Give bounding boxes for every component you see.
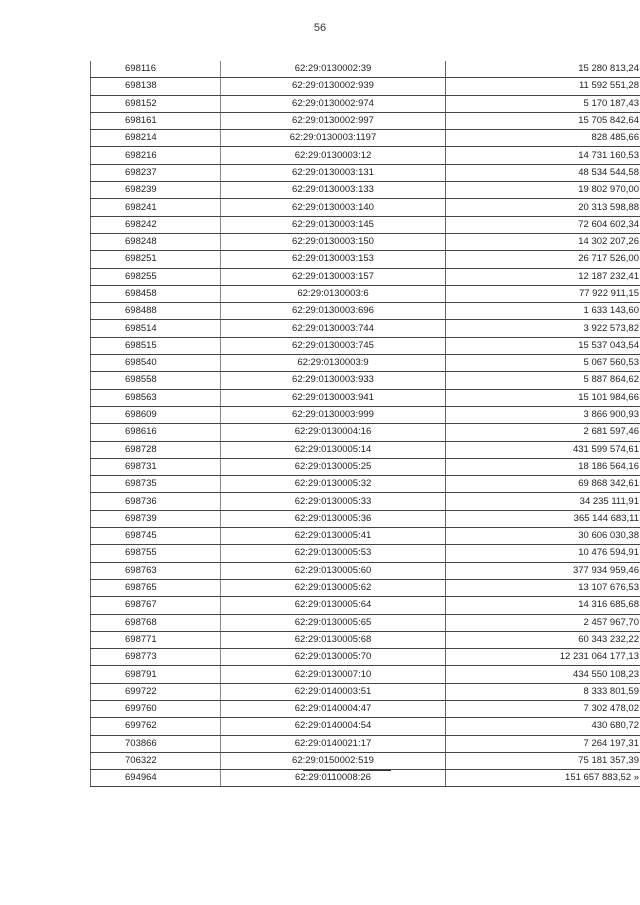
table-row	[91, 752, 640, 769]
object-id-cell: 698739	[91, 510, 221, 527]
table-row	[91, 597, 640, 614]
cadastral-value-cell: 2 457 967,70	[446, 614, 640, 631]
object-id-cell: 698161	[91, 112, 221, 129]
table-row	[91, 199, 640, 216]
table-row	[91, 303, 640, 320]
cadastral-number-cell: 62:29:0130003:6	[221, 285, 446, 302]
object-id-cell: 698237	[91, 164, 221, 181]
cadastral-number-cell: 62:29:0140021:17	[221, 735, 446, 752]
cadastral-number-cell: 62:29:0130003:933	[221, 372, 446, 389]
table-row	[91, 579, 640, 596]
cadastral-value-cell: 434 550 108,23	[446, 666, 640, 683]
table-row	[91, 424, 640, 441]
table-row	[91, 528, 640, 545]
cadastral-number-cell: 62:29:0130005:33	[221, 493, 446, 510]
table-row	[91, 493, 640, 510]
object-id-cell: 698773	[91, 649, 221, 666]
cadastral-number-cell: 62:29:0130003:140	[221, 199, 446, 216]
object-id-cell: 698255	[91, 268, 221, 285]
cadastral-number-cell: 62:29:0130003:12	[221, 147, 446, 164]
cadastral-number-cell: 62:29:0130005:41	[221, 528, 446, 545]
table-row	[91, 406, 640, 423]
object-id-cell: 698138	[91, 78, 221, 95]
cadastral-number-cell: 62:29:0140004:47	[221, 700, 446, 717]
object-id-cell: 698745	[91, 528, 221, 545]
object-id-cell: 699760	[91, 700, 221, 717]
cadastral-number-cell: 62:29:0130002:974	[221, 95, 446, 112]
table-row	[91, 683, 640, 700]
cadastral-number-cell: 62:29:0130005:36	[221, 510, 446, 527]
object-id-cell: 698768	[91, 614, 221, 631]
cadastral-value-cell: 365 144 683,11	[446, 510, 640, 527]
cadastral-value-cell: 13 107 676,53	[446, 579, 640, 596]
cadastral-number-cell: 62:29:0130005:14	[221, 441, 446, 458]
object-id-cell: 698214	[91, 130, 221, 147]
closing-rule	[303, 770, 391, 771]
table-body	[91, 61, 640, 787]
cadastral-value-cell: 11 592 551,28	[446, 78, 640, 95]
cadastral-value-cell: 19 802 970,00	[446, 182, 640, 199]
cadastral-value-cell: 3 866 900,93	[446, 406, 640, 423]
cadastral-value-table	[90, 61, 640, 787]
table-row	[91, 666, 640, 683]
cadastral-value-cell: 12 187 232,41	[446, 268, 640, 285]
table-row	[91, 510, 640, 527]
table-row	[91, 441, 640, 458]
object-id-cell: 698791	[91, 666, 221, 683]
cadastral-value-cell: 14 731 160,53	[446, 147, 640, 164]
table-row	[91, 718, 640, 735]
table-row	[91, 372, 640, 389]
cadastral-number-cell: 62:29:0130003:696	[221, 303, 446, 320]
table-row	[91, 182, 640, 199]
cadastral-value-cell: 48 534 544,58	[446, 164, 640, 181]
table-row	[91, 735, 640, 752]
object-id-cell: 698239	[91, 182, 221, 199]
table-row	[91, 268, 640, 285]
cadastral-value-cell: 14 302 207,26	[446, 233, 640, 250]
cadastral-number-cell: 62:29:0130003:150	[221, 233, 446, 250]
cadastral-value-cell: 8 333 801,59	[446, 683, 640, 700]
cadastral-value-cell: 1 633 143,60	[446, 303, 640, 320]
cadastral-value-cell: 15 705 842,64	[446, 112, 640, 129]
cadastral-value-cell: 72 604 602,34	[446, 216, 640, 233]
object-id-cell: 698736	[91, 493, 221, 510]
table-row	[91, 112, 640, 129]
table-row	[91, 233, 640, 250]
cadastral-number-cell: 62:29:0130002:939	[221, 78, 446, 95]
object-id-cell: 698728	[91, 441, 221, 458]
cadastral-value-cell: 60 343 232,22	[446, 631, 640, 648]
object-id-cell: 698616	[91, 424, 221, 441]
object-id-cell: 698563	[91, 389, 221, 406]
table-row	[91, 770, 640, 787]
cadastral-number-cell: 62:29:0130005:68	[221, 631, 446, 648]
cadastral-value-cell: 75 181 357,39	[446, 752, 640, 769]
object-id-cell: 699722	[91, 683, 221, 700]
cadastral-value-cell: 20 313 598,88	[446, 199, 640, 216]
cadastral-number-cell: 62:29:0130002:997	[221, 112, 446, 129]
object-id-cell: 698248	[91, 233, 221, 250]
cadastral-value-cell: 151 657 883,52 »	[446, 770, 640, 787]
object-id-cell: 706322	[91, 752, 221, 769]
object-id-cell: 698251	[91, 251, 221, 268]
table-row	[91, 389, 640, 406]
table-row	[91, 285, 640, 302]
cadastral-number-cell: 62:29:0130005:62	[221, 579, 446, 596]
object-id-cell: 698488	[91, 303, 221, 320]
cadastral-value-cell: 828 485,66	[446, 130, 640, 147]
object-id-cell: 698609	[91, 406, 221, 423]
cadastral-value-cell: 77 922 911,15	[446, 285, 640, 302]
object-id-cell: 698242	[91, 216, 221, 233]
object-id-cell: 698767	[91, 597, 221, 614]
cadastral-number-cell: 62:29:0130005:53	[221, 545, 446, 562]
cadastral-value-cell: 3 922 573,82	[446, 320, 640, 337]
cadastral-value-cell: 7 302 478,02	[446, 700, 640, 717]
cadastral-value-cell: 430 680,72	[446, 718, 640, 735]
cadastral-number-cell: 62:29:0130003:941	[221, 389, 446, 406]
object-id-cell: 698765	[91, 579, 221, 596]
table-row	[91, 649, 640, 666]
object-id-cell: 698763	[91, 562, 221, 579]
table-row	[91, 562, 640, 579]
cadastral-number-cell: 62:29:0130003:153	[221, 251, 446, 268]
cadastral-value-cell: 15 537 043,54	[446, 337, 640, 354]
object-id-cell: 698216	[91, 147, 221, 164]
table-row	[91, 337, 640, 354]
table-row	[91, 631, 640, 648]
cadastral-value-cell: 69 868 342,61	[446, 476, 640, 493]
cadastral-number-cell: 62:29:0150002:519	[221, 752, 446, 769]
cadastral-value-cell: 10 476 594,91	[446, 545, 640, 562]
cadastral-number-cell: 62:29:0130005:65	[221, 614, 446, 631]
table-row	[91, 476, 640, 493]
object-id-cell: 698152	[91, 95, 221, 112]
cadastral-value-cell: 15 101 984,66	[446, 389, 640, 406]
cadastral-value-cell: 5 887 864,62	[446, 372, 640, 389]
cadastral-number-cell: 62:29:0130007:10	[221, 666, 446, 683]
table-row	[91, 251, 640, 268]
cadastral-value-cell: 7 264 197,31	[446, 735, 640, 752]
object-id-cell: 698540	[91, 355, 221, 372]
table-row	[91, 130, 640, 147]
object-id-cell: 698458	[91, 285, 221, 302]
table-row	[91, 61, 640, 78]
cadastral-number-cell: 62:29:0130005:32	[221, 476, 446, 493]
cadastral-value-cell: 2 681 597,46	[446, 424, 640, 441]
cadastral-value-cell: 15 280 813,24	[446, 61, 640, 78]
cadastral-value-cell: 5 170 187,43	[446, 95, 640, 112]
object-id-cell: 698116	[91, 61, 221, 78]
cadastral-value-cell: 431 599 574,61	[446, 441, 640, 458]
table-row	[91, 355, 640, 372]
cadastral-number-cell: 62:29:0130003:1197	[221, 130, 446, 147]
table-row	[91, 320, 640, 337]
table-row	[91, 700, 640, 717]
cadastral-number-cell: 62:29:0110008:26	[221, 770, 446, 787]
object-id-cell: 694964	[91, 770, 221, 787]
cadastral-value-cell: 377 934 959,46	[446, 562, 640, 579]
object-id-cell: 698241	[91, 199, 221, 216]
cadastral-value-cell: 30 606 030,38	[446, 528, 640, 545]
object-id-cell: 698558	[91, 372, 221, 389]
table-row	[91, 216, 640, 233]
object-id-cell: 698731	[91, 458, 221, 475]
table-row	[91, 95, 640, 112]
table-row	[91, 164, 640, 181]
cadastral-number-cell: 62:29:0130003:157	[221, 268, 446, 285]
cadastral-number-cell: 62:29:0130002:39	[221, 61, 446, 78]
cadastral-number-cell: 62:29:0130005:25	[221, 458, 446, 475]
cadastral-number-cell: 62:29:0130003:9	[221, 355, 446, 372]
cadastral-value-cell: 34 235 111,91	[446, 493, 640, 510]
object-id-cell: 698771	[91, 631, 221, 648]
cadastral-value-cell: 18 186 564,16	[446, 458, 640, 475]
cadastral-number-cell: 62:29:0130005:60	[221, 562, 446, 579]
cadastral-value-cell: 12 231 064 177,13	[446, 649, 640, 666]
object-id-cell: 699762	[91, 718, 221, 735]
object-id-cell: 698515	[91, 337, 221, 354]
object-id-cell: 698755	[91, 545, 221, 562]
table-row	[91, 545, 640, 562]
cadastral-number-cell: 62:29:0130004:16	[221, 424, 446, 441]
cadastral-number-cell: 62:29:0130003:745	[221, 337, 446, 354]
cadastral-number-cell: 62:29:0130005:70	[221, 649, 446, 666]
cadastral-value-cell: 14 316 685,68	[446, 597, 640, 614]
object-id-cell: 703866	[91, 735, 221, 752]
cadastral-number-cell: 62:29:0140004:54	[221, 718, 446, 735]
table-row	[91, 458, 640, 475]
cadastral-number-cell: 62:29:0130003:133	[221, 182, 446, 199]
object-id-cell: 698735	[91, 476, 221, 493]
table-row	[91, 78, 640, 95]
cadastral-number-cell: 62:29:0130003:999	[221, 406, 446, 423]
cadastral-number-cell: 62:29:0130003:145	[221, 216, 446, 233]
object-id-cell: 698514	[91, 320, 221, 337]
cadastral-number-cell: 62:29:0130005:64	[221, 597, 446, 614]
table-row	[91, 614, 640, 631]
cadastral-value-cell: 26 717 526,00	[446, 251, 640, 268]
table-row	[91, 147, 640, 164]
cadastral-value-cell: 5 067 560,53	[446, 355, 640, 372]
page-number: 56	[313, 22, 327, 34]
cadastral-number-cell: 62:29:0130003:744	[221, 320, 446, 337]
cadastral-number-cell: 62:29:0130003:131	[221, 164, 446, 181]
cadastral-number-cell: 62:29:0140003:51	[221, 683, 446, 700]
